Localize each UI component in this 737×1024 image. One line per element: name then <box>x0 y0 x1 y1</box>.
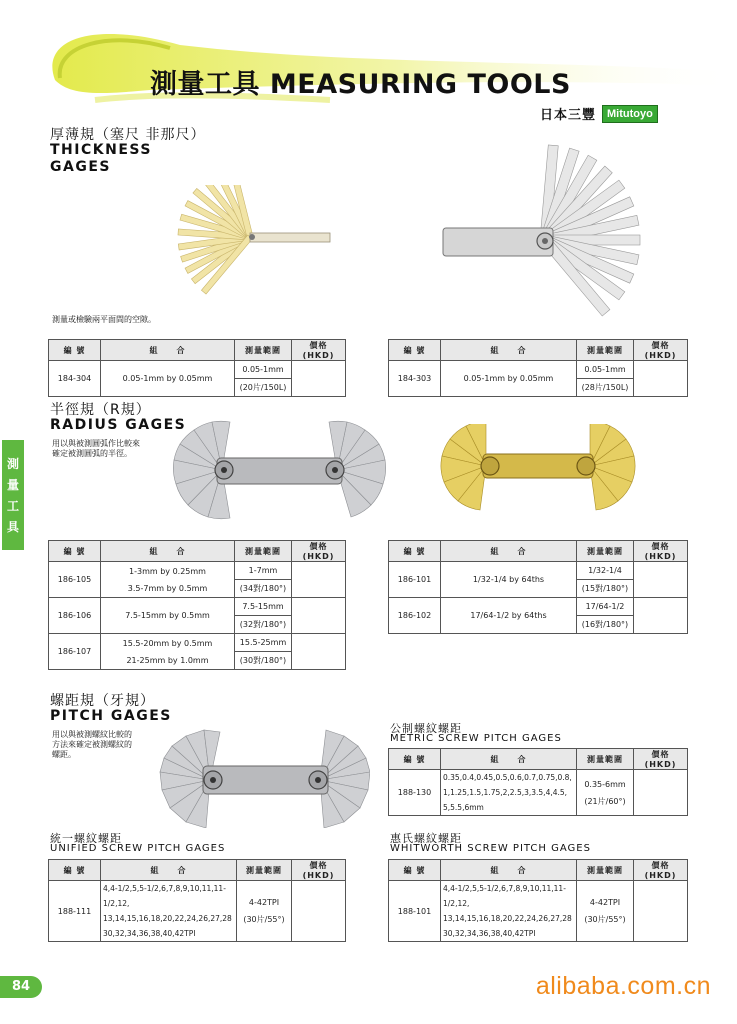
table-header-row <box>49 541 346 562</box>
mitutoyo-logo: Mitutoyo <box>602 105 658 123</box>
col-combo-header: 組 合 <box>441 749 577 770</box>
table-row <box>49 598 346 634</box>
radius-note-1: 用以與被測圓弧作比較來 <box>52 439 140 448</box>
table-row <box>389 361 688 397</box>
table-header-row <box>389 541 688 562</box>
col-combo-header: 組 合 <box>441 860 577 881</box>
col-code-header: 編 號 <box>389 749 441 770</box>
radius-note-2: 確定被測圓弧的半徑。 <box>52 449 132 458</box>
range-value: 1/32-1/4 <box>588 566 622 575</box>
side-tab <box>2 440 24 550</box>
radius-table-right <box>388 540 688 634</box>
range-value: 0.35-6mm <box>584 779 626 789</box>
metric-title-cn: 公制螺紋螺距 <box>390 722 462 735</box>
thickness-gage-fan-large-image <box>440 142 645 327</box>
table-header-row <box>389 860 688 881</box>
table-row <box>49 881 346 942</box>
combo-line: 30,32,34,36,38,40,42TPI <box>443 929 536 938</box>
range-cell <box>577 881 634 942</box>
range-value: 0.05-1mm <box>242 365 284 374</box>
combo-cell: 1/32-1/4 by 64ths <box>441 562 577 598</box>
page-number: 84 <box>0 976 42 998</box>
range-cell <box>235 634 292 670</box>
combo-cell <box>101 598 235 634</box>
combo-line: 13,14,15,16,18,20,22,24,26,27,28 <box>103 914 232 923</box>
page-title: 測量工具 MEASURING TOOLS <box>150 69 571 100</box>
pitch-note-1: 用以與被測螺紋比較的 <box>52 730 132 739</box>
table-header-row <box>389 749 688 770</box>
unified-pitch-table <box>48 859 346 942</box>
radius-gage-silver-image <box>172 420 387 530</box>
col-price-header: 價格(HKD) <box>634 860 688 881</box>
thickness-title-en-1: THICKNESS <box>50 142 152 158</box>
range-count: (30片/55°) <box>584 915 626 924</box>
col-range-header: 測量範圍 <box>577 749 634 770</box>
range-value: 1-7mm <box>248 566 278 575</box>
range-count: (16對/180°) <box>577 615 633 633</box>
side-tab-char: 量 <box>6 478 19 492</box>
combo-cell: 17/64-1/2 by 64ths <box>441 598 577 634</box>
col-code-header: 編 號 <box>49 541 101 562</box>
code-cell: 188-111 <box>49 881 101 942</box>
table-row <box>49 562 346 598</box>
combo-line: 5,5.5,6mm <box>443 803 484 812</box>
side-tab-char: 具 <box>6 520 19 534</box>
range-value: 0.05-1mm <box>584 365 626 374</box>
price-cell <box>634 881 688 942</box>
table-row <box>389 562 688 598</box>
col-range-header: 測量範圍 <box>577 860 634 881</box>
combo-line: 0.35,0.4,0.45,0.5,0.6,0.7,0.75,0.8, <box>443 773 572 782</box>
range-cell <box>577 598 634 634</box>
thickness-table-right <box>388 339 688 397</box>
price-cell <box>292 634 346 670</box>
combo-line: 30,32,34,36,38,40,42TPI <box>103 929 196 938</box>
site-watermark: alibaba.com.cn <box>535 972 711 1000</box>
brand-chinese-name: 日本三豐 <box>540 108 597 123</box>
thickness-title-en-2: GAGES <box>50 159 111 175</box>
combo-cell <box>101 881 237 942</box>
thickness-note: 測量或檢驗兩平面間的空隙。 <box>52 315 156 324</box>
thickness-title-cn: 厚薄規（塞尺 非那尺） <box>50 127 206 143</box>
col-combo-header: 組 合 <box>441 541 577 562</box>
combo-cell <box>441 770 577 816</box>
brand-row <box>540 104 658 123</box>
col-code-header: 編 號 <box>389 340 441 361</box>
range-cell <box>235 361 292 397</box>
table-row <box>49 361 346 397</box>
col-range-header: 測量範圍 <box>577 541 634 562</box>
combo-line: 4,4-1/2,5,5-1/2,6,7,8,9,10,11,11-1/2,12, <box>103 884 226 908</box>
combo-line: 13,14,15,16,18,20,22,24,26,27,28 <box>443 914 572 923</box>
range-count: (30片/55°) <box>243 915 285 924</box>
col-combo-header: 組 合 <box>101 541 235 562</box>
thickness-table-left <box>48 339 346 397</box>
table-header-row <box>49 860 346 881</box>
col-code-header: 編 號 <box>389 541 441 562</box>
code-cell: 184-303 <box>389 361 441 397</box>
col-price-header: 價格(HKD) <box>634 749 688 770</box>
combo-line: 1-3mm by 0.25mm <box>129 566 206 576</box>
col-range-header: 測量範圍 <box>235 541 292 562</box>
range-value: 4-42TPI <box>589 898 621 907</box>
combo-line: 1,1.25,1.5,1.75,2,2.5,3,3.5,4,4.5, <box>443 788 568 797</box>
price-cell <box>292 562 346 598</box>
table-row <box>389 598 688 634</box>
combo-line: 4,4-1/2,5,5-1/2,6,7,8,9,10,11,11-1/2,12, <box>443 884 566 908</box>
range-count: (20片/150L) <box>235 378 291 396</box>
col-range-header: 測量範圍 <box>237 860 292 881</box>
col-price-header: 價格(HKD) <box>292 340 346 361</box>
pitch-note-3: 螺距。 <box>52 750 76 759</box>
col-code-header: 編 號 <box>389 860 441 881</box>
range-value: 4-42TPI <box>248 898 280 907</box>
radius-table-left <box>48 540 346 670</box>
col-combo-header: 組 合 <box>101 340 235 361</box>
range-count: (21片/60°) <box>584 796 626 806</box>
combo-line: 3.5-7mm by 0.5mm <box>127 583 208 593</box>
range-count: (28片/150L) <box>577 378 633 396</box>
metric-title-en: METRIC SCREW PITCH GAGES <box>390 733 562 744</box>
code-cell: 186-106 <box>49 598 101 634</box>
range-count: (30對/180°) <box>235 651 291 669</box>
col-combo-header: 組 合 <box>441 340 577 361</box>
price-cell <box>292 598 346 634</box>
metric-pitch-table <box>388 748 688 816</box>
table-row <box>389 770 688 816</box>
range-cell <box>577 361 634 397</box>
pitch-gage-image <box>155 728 370 828</box>
combo-line: 21-25mm by 1.0mm <box>126 655 209 665</box>
combo-line: 7.5-15mm by 0.5mm <box>125 611 210 620</box>
radius-title-en: RADIUS GAGES <box>50 417 187 433</box>
range-count: (15對/180°) <box>577 579 633 597</box>
radius-title-cn: 半徑規（R規） <box>50 402 151 418</box>
whitworth-pitch-table <box>388 859 688 942</box>
range-value: 17/64-1/2 <box>585 602 625 611</box>
code-cell: 186-107 <box>49 634 101 670</box>
side-tab-char: 測 <box>6 457 19 471</box>
range-cell <box>237 881 292 942</box>
col-range-header: 測量範圍 <box>577 340 634 361</box>
price-cell <box>292 361 346 397</box>
price-cell <box>292 881 346 942</box>
pitch-note-2: 方法來確定被測螺紋的 <box>52 740 132 749</box>
combo-cell <box>101 562 235 598</box>
price-cell <box>634 770 688 816</box>
code-cell: 186-102 <box>389 598 441 634</box>
combo-line: 15.5-20mm by 0.5mm <box>122 638 213 648</box>
table-row <box>389 881 688 942</box>
unified-title-cn: 統一螺紋螺距 <box>50 832 122 845</box>
price-cell <box>634 562 688 598</box>
col-code-header: 編 號 <box>49 860 101 881</box>
col-code-header: 編 號 <box>49 340 101 361</box>
table-header-row <box>49 340 346 361</box>
radius-gage-gold-image <box>438 424 638 524</box>
col-range-header: 測量範圍 <box>235 340 292 361</box>
combo-cell <box>441 881 577 942</box>
col-price-header: 價格(HKD) <box>634 541 688 562</box>
pitch-title-cn: 螺距規（牙規） <box>50 693 155 709</box>
table-header-row <box>389 340 688 361</box>
code-cell: 186-105 <box>49 562 101 598</box>
table-row <box>49 634 346 670</box>
price-cell <box>634 361 688 397</box>
price-cell <box>634 598 688 634</box>
combo-cell: 0.05-1mm by 0.05mm <box>441 361 577 397</box>
range-cell <box>577 562 634 598</box>
range-value: 15.5-25mm <box>239 638 287 647</box>
pitch-title-en: PITCH GAGES <box>50 708 172 724</box>
side-tab-char: 工 <box>6 499 19 513</box>
col-price-header: 價格(HKD) <box>634 340 688 361</box>
code-cell: 188-130 <box>389 770 441 816</box>
code-cell: 184-304 <box>49 361 101 397</box>
code-cell: 186-101 <box>389 562 441 598</box>
combo-cell: 0.05-1mm by 0.05mm <box>101 361 235 397</box>
range-cell <box>235 598 292 634</box>
code-cell: 188-101 <box>389 881 441 942</box>
whitworth-title-cn: 惠氏螺紋螺距 <box>390 832 462 845</box>
col-combo-header: 組 合 <box>101 860 237 881</box>
unified-title-en: UNIFIED SCREW PITCH GAGES <box>50 843 226 854</box>
range-count: (32對/180°) <box>235 615 291 633</box>
col-price-header: 價格(HKD) <box>292 541 346 562</box>
whitworth-title-en: WHITWORTH SCREW PITCH GAGES <box>390 843 591 854</box>
range-count: (34對/180°) <box>235 579 291 597</box>
col-price-header: 價格(HKD) <box>292 860 346 881</box>
range-cell <box>235 562 292 598</box>
thickness-gage-fan-small-image <box>170 185 350 315</box>
combo-cell <box>101 634 235 670</box>
range-cell <box>577 770 634 816</box>
range-value: 7.5-15mm <box>242 602 284 611</box>
